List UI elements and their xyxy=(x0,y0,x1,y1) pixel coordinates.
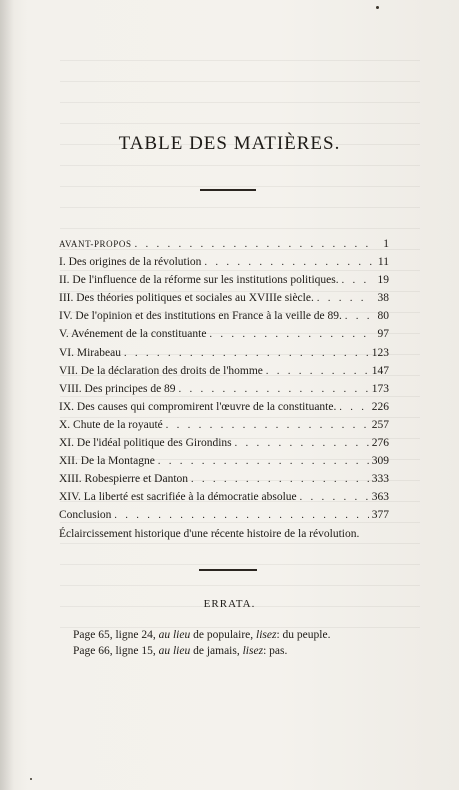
toc-leader-dots xyxy=(266,363,369,381)
toc-leader-dots xyxy=(204,254,372,272)
toc-entry xyxy=(59,416,389,434)
toc-entry-page: 309 xyxy=(371,455,389,468)
page-title: TABLE DES MATIÈRES. xyxy=(118,133,341,154)
toc-entry-page: 123 xyxy=(371,346,389,359)
ink-speck xyxy=(376,6,379,9)
toc-entry-title: XIV. La liberté est sacrifiée à la démocratie absolue xyxy=(59,491,297,504)
toc-entry-page: 97 xyxy=(377,328,389,341)
errata-text: Page 66, ligne 15, xyxy=(73,644,159,657)
toc-entry-page: 363 xyxy=(371,491,389,504)
toc-entry-page: 11 xyxy=(377,256,389,269)
toc-leader-dots xyxy=(317,290,372,308)
toc-leader-dots xyxy=(345,308,372,326)
toc-entry-page: 19 xyxy=(377,274,389,287)
toc-entry-title: V. Avénement de la constituante xyxy=(59,328,207,341)
errata-line xyxy=(73,644,393,660)
toc-leader-dots xyxy=(166,417,369,435)
toc-entry xyxy=(59,289,389,307)
errata-text: de jamais, xyxy=(190,644,243,657)
errata-title: ERRATA. xyxy=(203,598,256,610)
toc-entry-page: 1 xyxy=(383,238,389,250)
section-rule xyxy=(199,569,257,571)
toc-entry xyxy=(59,362,389,380)
toc-leader-dots xyxy=(235,435,369,453)
toc-leader-dots xyxy=(158,453,369,471)
errata-text: : pas. xyxy=(263,644,288,657)
toc-entry-title: I. Des origines de la révolution xyxy=(59,256,202,269)
toc-entry xyxy=(59,506,389,524)
toc-entry-page: 147 xyxy=(371,364,389,377)
ink-speck xyxy=(30,778,32,780)
toc-entry-title: IV. De l'opinion et des institutions en France à la veille de 89. xyxy=(59,310,342,323)
toc-entry-title: VI. Mirabeau xyxy=(59,346,121,359)
toc-entry xyxy=(59,253,389,271)
toc-entry-title: XIII. Robespierre et Danton xyxy=(59,473,189,486)
toc-entry-title: XI. De l'idéal politique des Girondins xyxy=(59,437,232,450)
toc-entry xyxy=(59,434,389,452)
errata-line xyxy=(73,628,393,644)
toc-entry xyxy=(59,235,389,253)
toc-entry-title: II. De l'influence de la réforme sur les institutions politiques. xyxy=(59,274,339,287)
toc-entry xyxy=(59,452,389,470)
toc-entry-page: 257 xyxy=(371,418,389,431)
errata-italic: lisez xyxy=(242,644,264,657)
toc-entry-title: Conclusion xyxy=(59,509,112,522)
toc-leader-dots xyxy=(124,345,369,363)
toc-leader-dots xyxy=(179,381,369,399)
toc-entry-title: X. Chute de la royauté xyxy=(59,418,163,431)
toc-entry-title: XII. De la Montagne xyxy=(59,455,155,468)
toc-entry xyxy=(59,398,389,416)
toc-entry-page: 276 xyxy=(371,437,389,450)
errata-list xyxy=(73,628,393,659)
toc-entry xyxy=(59,307,389,325)
toc-leader-dots xyxy=(209,326,372,344)
toc-entry xyxy=(59,344,389,362)
toc-entry-page: 226 xyxy=(371,400,389,413)
toc-entry-page: 333 xyxy=(371,473,389,486)
toc-entry xyxy=(59,380,389,398)
errata-text: : du peuple. xyxy=(276,629,331,641)
toc-leader-dots xyxy=(191,471,369,489)
title-rule xyxy=(200,189,256,191)
spine-shadow xyxy=(0,0,14,790)
errata-text: de populaire, xyxy=(190,629,257,641)
errata-italic: au lieu xyxy=(158,644,191,657)
toc-entry-title: VII. De la déclaration des droits de l'homme xyxy=(59,364,263,377)
toc-entry xyxy=(59,488,389,506)
toc-leader-dots xyxy=(342,272,372,290)
toc-leader-dots xyxy=(300,489,369,507)
toc-entry xyxy=(59,271,389,289)
toc-entry-appendix: Éclaircissement historique d'une récente histoire de la révolution. xyxy=(59,527,360,540)
toc-entry-title: VIII. Des principes de 89 xyxy=(59,382,176,395)
toc-entry xyxy=(59,470,389,488)
toc-leader-dots xyxy=(114,507,368,525)
errata-italic: lisez xyxy=(256,629,277,641)
toc-entry-page: 377 xyxy=(371,509,389,522)
toc-entry xyxy=(59,325,389,343)
toc-entry-title: IX. Des causes qui compromirent l'œuvre de la constituante. xyxy=(59,400,337,413)
toc-entry-title: III. Des théories politiques et sociales au XVIIIe siècle. xyxy=(59,292,314,305)
errata-text: Page 65, ligne 24, xyxy=(73,629,159,641)
toc-entry-page: 173 xyxy=(371,382,389,395)
toc-entry-page: 80 xyxy=(377,310,389,323)
toc-entry-title: AVANT-PROPOS xyxy=(59,239,132,249)
table-of-contents xyxy=(59,235,389,543)
toc-leader-dots xyxy=(135,236,372,254)
toc-leader-dots xyxy=(339,399,368,417)
errata-italic: au lieu xyxy=(158,629,191,641)
toc-entry-page: 38 xyxy=(377,292,389,305)
